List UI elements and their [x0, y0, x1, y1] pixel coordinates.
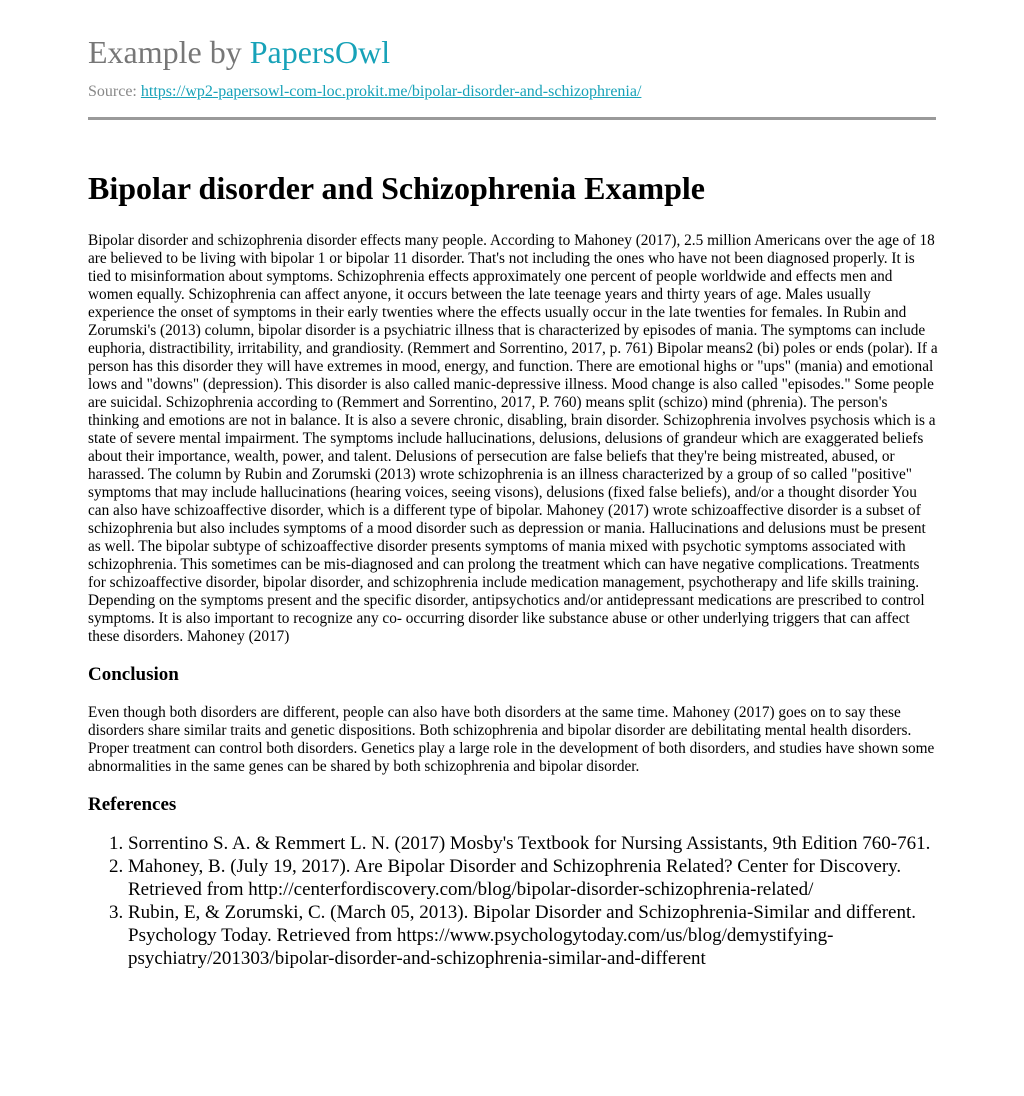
source-link[interactable]: https://wp2-papersowl-com-loc.prokit.me/bipolar-disorder-and-schizophrenia/ [140, 83, 642, 100]
brand-title [88, 0, 936, 72]
reference-item: 1. Sorrentino S. A. & Remmert L. N. (2017) Mosby's Textbook for Nursing Assistants, 9th Edition 760-761. [128, 832, 936, 855]
article-body: Bipolar disorder and schizophrenia disorder effects many people. According to Mahoney (2017), 2.5 million Americans over the age of 18 are believed to be living with bipolar 1 or bipolar 11 disorder. That's not including the ones who have not been diagnosed properly. It is tied to misinformation about symptoms. Schizophrenia effects approximately one percent of people worldwide and effects men and women equally. Schizophrenia can affect anyone, it occurs between the late teenage years and thirty years of age. Males usually experience the onset of symptoms in their early twenties where the effects usually occur in the late twenties for females. In Rubin and Zorumski's (2013) column, bipolar disorder is a psychiatric illness that is characterized by episodes of mania. The symptoms can include euphoria, distractibility, irritability, and grandiosity. (Remmert and Sorrentino, 2017, p. 761) Bipolar means2 (bi) poles or ends (polar). If a person has this disorder they will have extremes in mood, energy, and function. There are emotional highs or "ups" (mania) and emotional lows and "downs" (depression). This disorder is also called manic-depressive illness. Mood change is also called "episodes." Some people are suicidal. Schizophrenia according to (Remmert and Sorrentino, 2017, P. 760) means split (schizo) mind (phrenia). The person's thinking and emotions are not in balance. It is also a severe chronic, disabling, brain disorder. Schizophrenia involves psychosis which is a state of severe mental impairment. The symptoms include hallucinations, delusions, delusions of grandeur which are exaggerated beliefs about their importance, wealth, power, and talent. Delusions of persecution are false beliefs that they're being mistreated, abused, or harassed. The column by Rubin and Zorumski (2013) wrote schizophrenia is an illness characterized by a group of so called "positive" symptoms that may include hallucinations (hearing voices, seeing visons), delusions (fixed false beliefs), and/or a thought disorder You can also have schizoaffective disorder, which is a different type of bipolar. Mahoney (2017) wrote schizoaffective disorder is a subset of schizophrenia but also includes symptoms of a mood disorder such as depression or mania. Hallucinations and delusions must be present as well. The bipolar subtype of schizoaffective disorder presents symptoms of mania mixed with psychotic symptoms associated with schizophrenia. This sometimes can be mis-diagnosed and can prolong the treatment which can have negative complications. Treatments for schizoaffective disorder, bipolar disorder, and schizophrenia include medication management, psychotherapy and life skills training. Depending on the symptoms present and the specific disorder, antipsychotics and/or antidepressant medications are prescribed to control symptoms. It is also important to recognize any co- occurring disorder like substance abuse or other underlying triggers that can affect these disorders. Mahoney (2017) [88, 232, 938, 645]
references-list [88, 832, 936, 970]
conclusion-body: Even though both disorders are different, people can also have both disorders at the same time. Mahoney (2017) goes on to say these disorders share similar traits and genetic dispositions. Both schizophrenia and bipolar disorder are debilitating mental health disorders. Proper treatment can control both disorders. Genetics play a large role in the development of both disorders, and studies have shown some abnormalities in the same genes can be shared by both schizophrenia and bipolar disorder. [88, 704, 935, 775]
references-heading: References [88, 794, 177, 815]
reference-item: 2. Mahoney, B. (July 19, 2017). Are Bipolar Disorder and Schizophrenia Related? Center for Discovery. Retrieved from http://centerfordiscovery.com/blog/bipolar-disorder-schizophrenia-related/ [128, 855, 936, 901]
reference-item: 3. Rubin, E, & Zorumski, C. (March 05, 2013). Bipolar Disorder and Schizophrenia-Similar and different. Psychology Today. Retrieved from https://www.psychologytoday.com/us/blog/demystifying-psychiatry/201303/bipolar-disorder-and-schizophrenia-similar-and-different [128, 901, 936, 970]
brand-prefix: Example by [88, 34, 250, 70]
article-title: Bipolar disorder and Schizophrenia Example [88, 170, 705, 206]
brand-name: PapersOwl [249, 34, 391, 70]
conclusion-heading: Conclusion [88, 664, 179, 685]
source-label: Source: [88, 83, 141, 100]
source-line [88, 82, 936, 102]
header-divider [88, 117, 936, 120]
